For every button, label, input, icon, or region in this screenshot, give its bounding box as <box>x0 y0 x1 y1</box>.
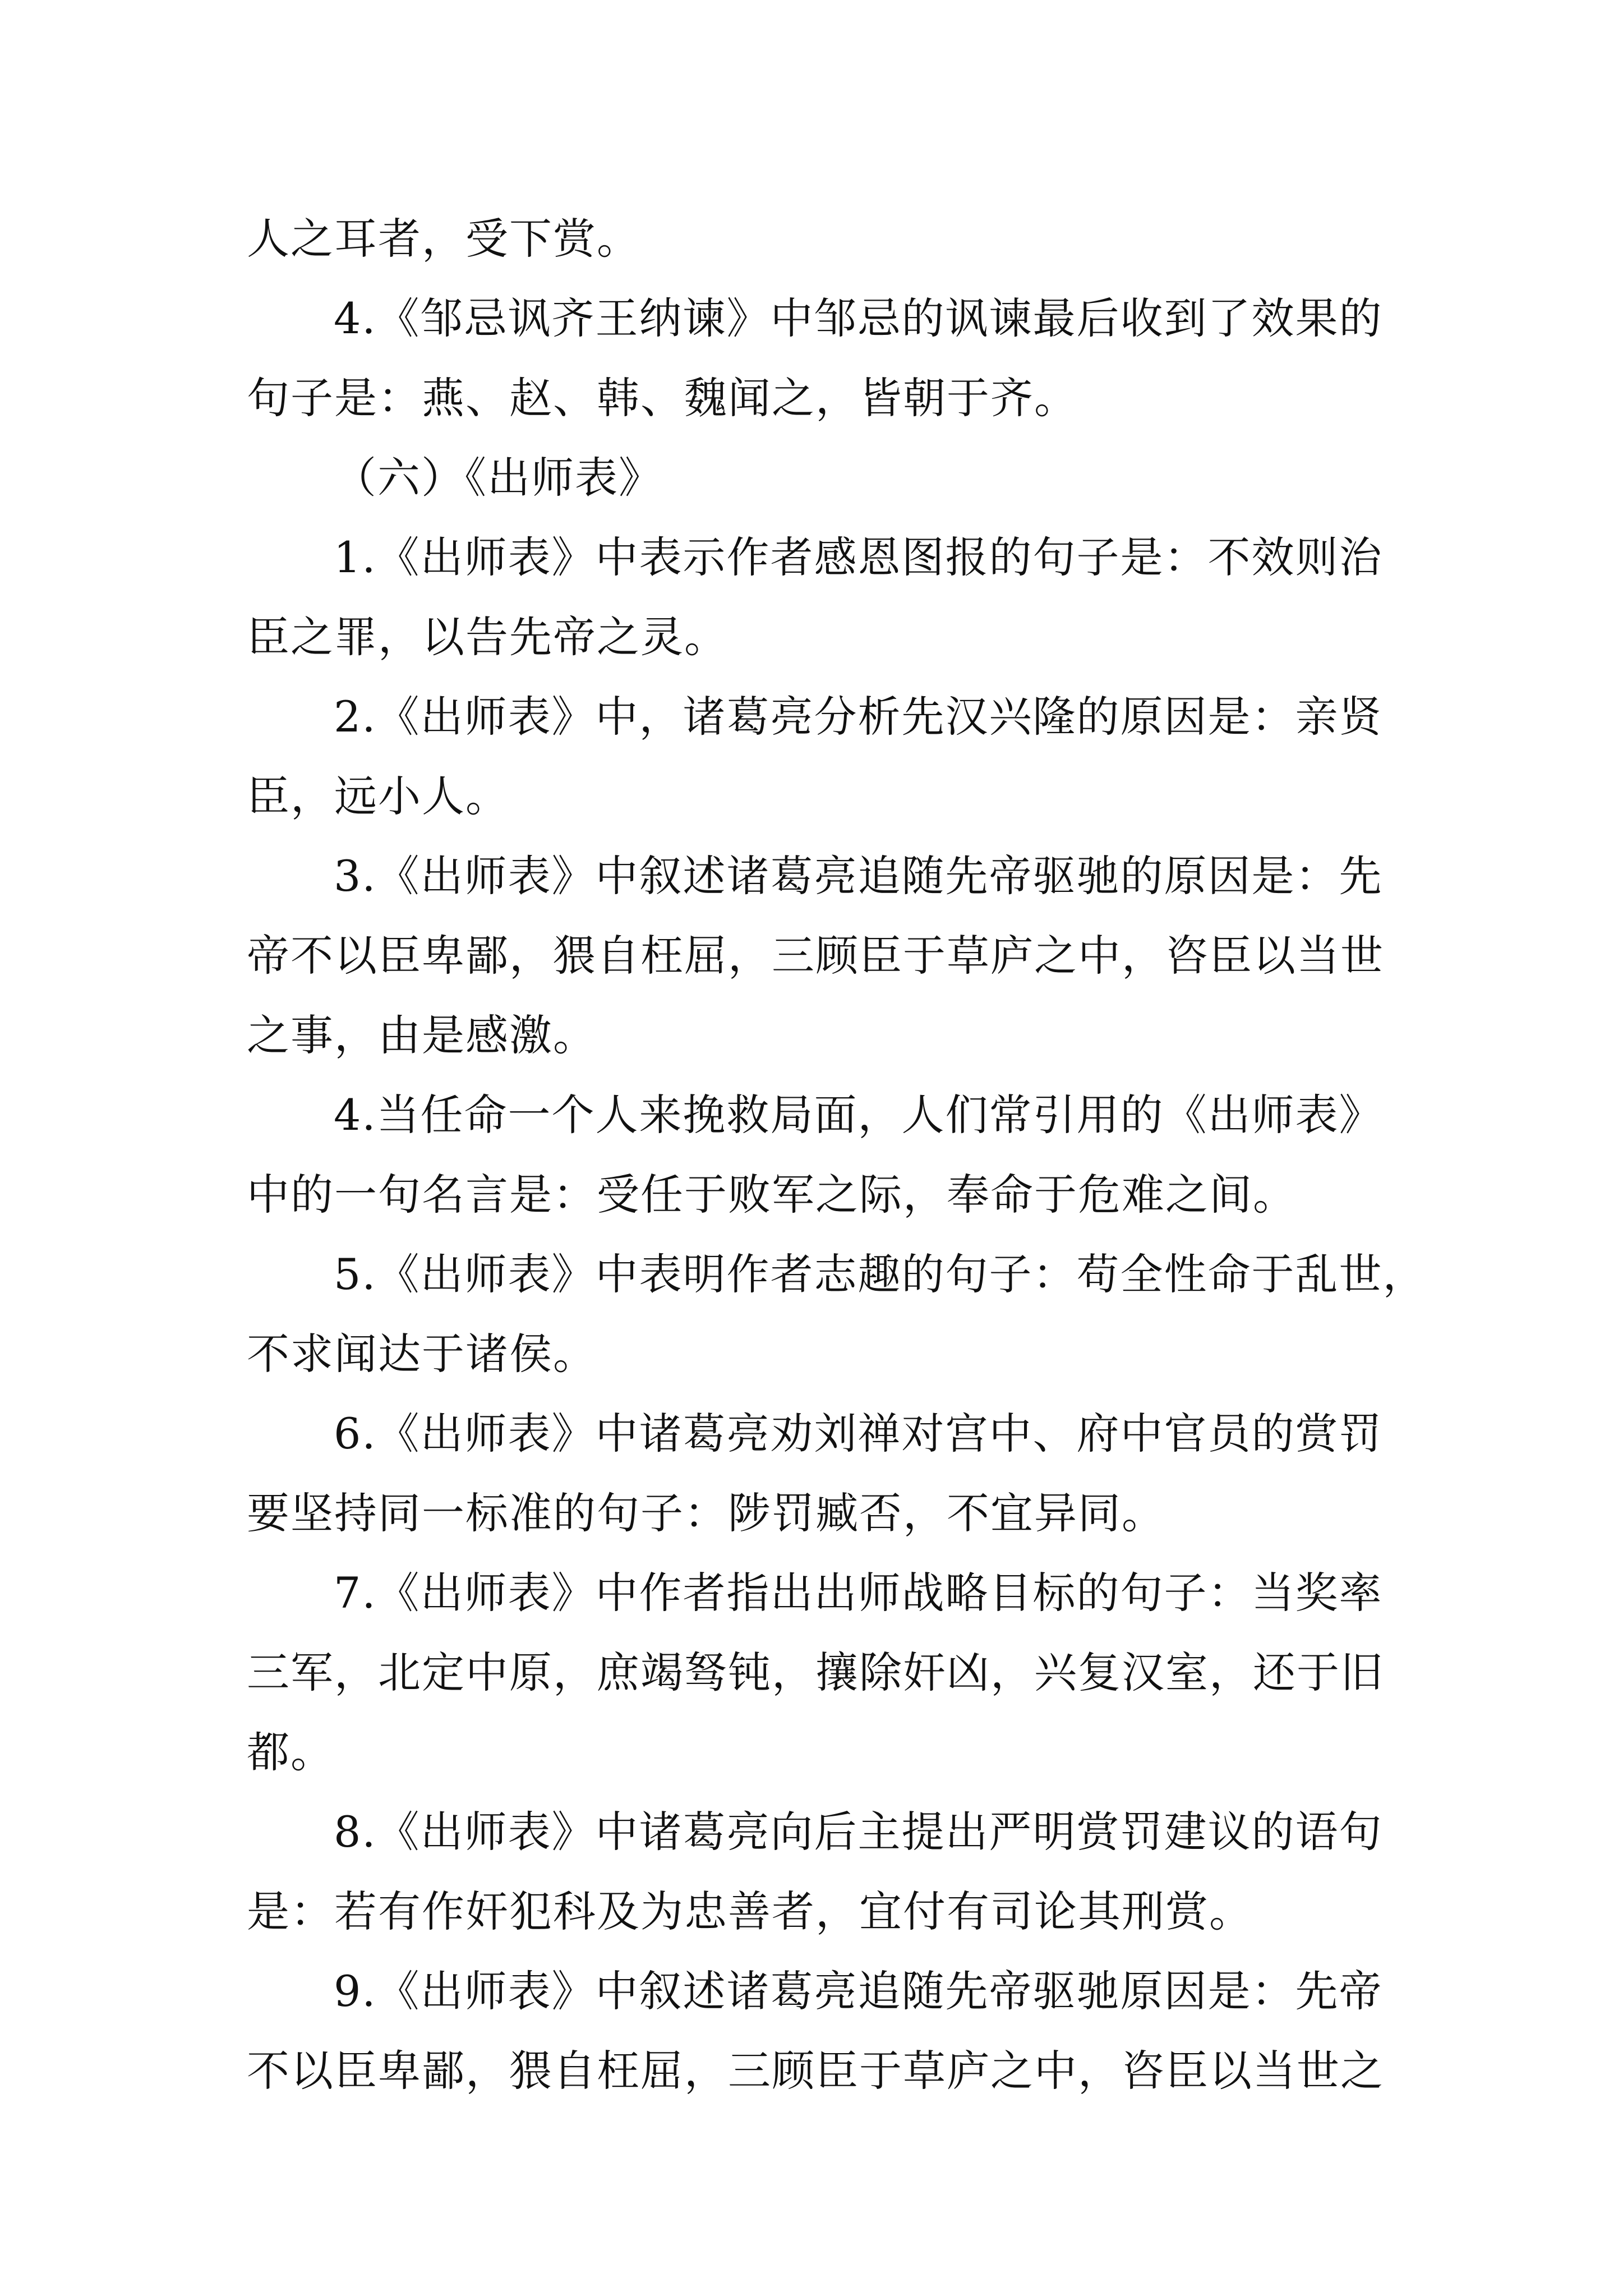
text-line: 臣之罪，以告先帝之灵。 <box>247 612 728 662</box>
text-line: 中的一句名言是：受任于败军之际，奉命于危难之间。 <box>247 1170 1297 1220</box>
text-line: 之事，由是感激。 <box>247 1010 597 1060</box>
text-line: 9.《出师表》中叙述诸葛亮追随先帝驱驰原因是：先帝 <box>334 1966 1383 2016</box>
text-line: 三军，北定中原，庶竭驽钝，攘除奸凶，兴复汉室，还于旧 <box>247 1648 1384 1697</box>
text-line: 句子是：燕、赵、韩、魏闻之，皆朝于齐。 <box>247 373 1078 423</box>
text-line: 要坚持同一标准的句子：陟罚臧否，不宜异同。 <box>247 1488 1165 1538</box>
section-heading: （六）《出师表》 <box>334 453 662 503</box>
text-line: 3.《出师表》中叙述诸葛亮追随先帝驱驰的原因是：先 <box>334 851 1383 901</box>
text-line: 臣，远小人。 <box>247 771 509 821</box>
text-line: 帝不以臣卑鄙，猥自枉屈，三顾臣于草庐之中，咨臣以当世 <box>247 931 1384 981</box>
text-line: 人之耳者，受下赏。 <box>247 214 640 264</box>
text-line: 不求闻达于诸侯。 <box>247 1329 597 1379</box>
text-line: 7.《出师表》中作者指出出师战略目标的句子：当奖率 <box>334 1568 1383 1618</box>
text-line: 6.《出师表》中诸葛亮劝刘禅对宫中、府中官员的赏罚 <box>334 1409 1383 1458</box>
text-line: 2.《出师表》中，诸葛亮分析先汉兴隆的原因是：亲贤 <box>334 692 1383 742</box>
text-line: 都。 <box>247 1727 334 1777</box>
text-line: 不以臣卑鄙，猥自枉屈，三顾臣于草庐之中，咨臣以当世之 <box>247 2046 1384 2096</box>
text-line: 1.《出师表》中表示作者感恩图报的句子是：不效则治 <box>334 532 1383 582</box>
text-line: 是：若有作奸犯科及为忠善者，宜付有司论其刑赏。 <box>247 1887 1253 1936</box>
text-line: 4.《邹忌讽齐王纳谏》中邹忌的讽谏最后收到了效果的 <box>334 293 1383 343</box>
text-line: 4.当任命一个人来挽救局面，人们常引用的《出师表》 <box>334 1090 1383 1140</box>
text-line: 5.《出师表》中表明作者志趣的句子：苟全性命于乱世， <box>334 1249 1427 1299</box>
text-line: 8.《出师表》中诸葛亮向后主提出严明赏罚建议的语句 <box>334 1807 1383 1857</box>
